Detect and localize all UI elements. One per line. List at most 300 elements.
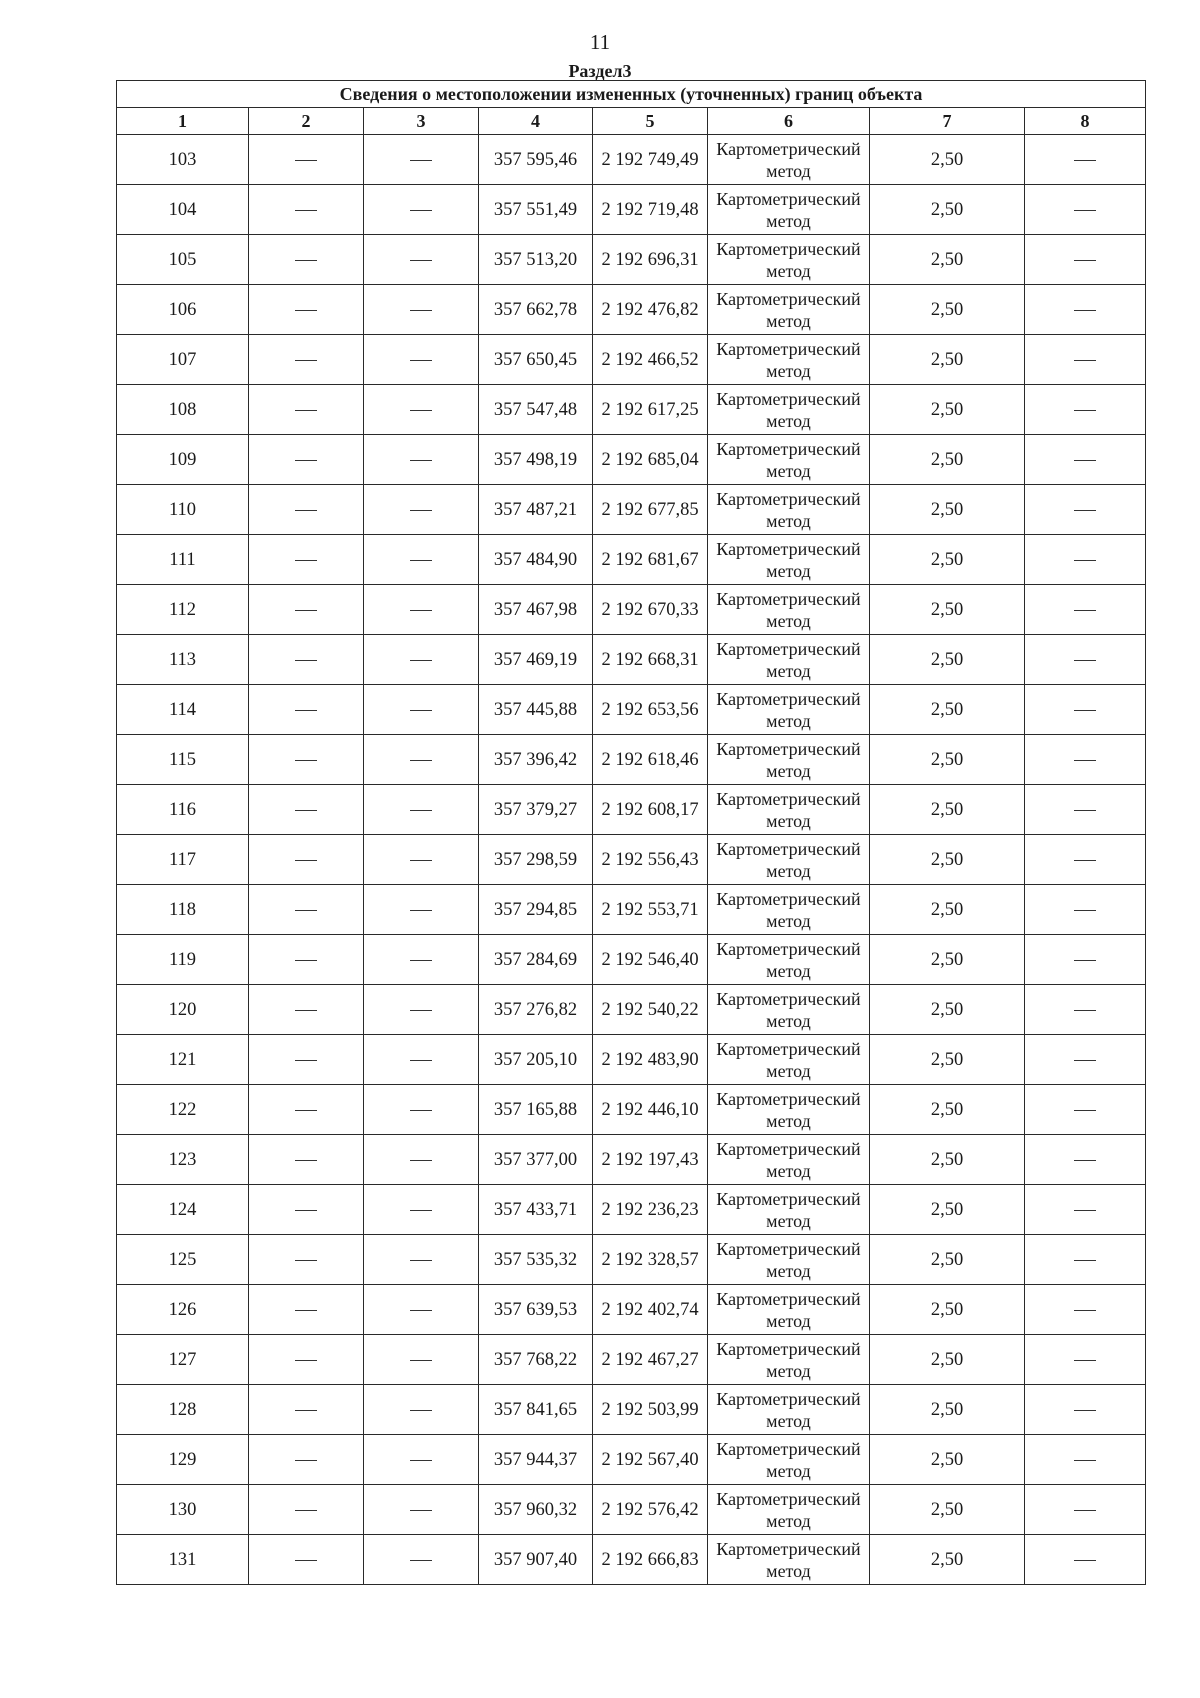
col3-empty-cell	[364, 1335, 479, 1385]
empty-dash	[410, 1310, 432, 1311]
method-cell: Картометрический метод	[708, 635, 870, 685]
y-coordinate-cell: 2 192 677,85	[593, 485, 708, 535]
point-number-cell: 104	[117, 185, 249, 235]
accuracy-cell: 2,50	[870, 735, 1025, 785]
point-number-cell: 109	[117, 435, 249, 485]
y-coordinate-cell: 2 192 546,40	[593, 935, 708, 985]
empty-dash	[410, 610, 432, 611]
col3-empty-cell	[364, 535, 479, 585]
col2-empty-cell	[249, 485, 364, 535]
point-number-cell: 131	[117, 1535, 249, 1585]
empty-dash	[1074, 410, 1096, 411]
point-number-cell: 103	[117, 135, 249, 185]
col2-empty-cell	[249, 1235, 364, 1285]
accuracy-cell: 2,50	[870, 185, 1025, 235]
x-coordinate-cell: 357 467,98	[479, 585, 593, 635]
col8-empty-cell	[1025, 1485, 1146, 1535]
col8-empty-cell	[1025, 735, 1146, 785]
table-row	[117, 585, 1146, 635]
col2-empty-cell	[249, 1435, 364, 1485]
col3-empty-cell	[364, 1435, 479, 1485]
y-coordinate-cell: 2 192 556,43	[593, 835, 708, 885]
col8-empty-cell	[1025, 1285, 1146, 1335]
col3-empty-cell	[364, 1085, 479, 1135]
empty-dash	[1074, 310, 1096, 311]
x-coordinate-cell: 357 650,45	[479, 335, 593, 385]
col3-empty-cell	[364, 1035, 479, 1085]
method-cell: Картометрический метод	[708, 135, 870, 185]
x-coordinate-cell: 357 377,00	[479, 1135, 593, 1185]
table-row	[117, 285, 1146, 335]
empty-dash	[1074, 160, 1096, 161]
method-cell: Картометрический метод	[708, 835, 870, 885]
empty-dash	[1074, 1010, 1096, 1011]
y-coordinate-cell: 2 192 402,74	[593, 1285, 708, 1335]
accuracy-cell: 2,50	[870, 135, 1025, 185]
col2-empty-cell	[249, 135, 364, 185]
y-coordinate-cell: 2 192 576,42	[593, 1485, 708, 1535]
x-coordinate-cell: 357 547,48	[479, 385, 593, 435]
method-cell: Картометрический метод	[708, 885, 870, 935]
col3-empty-cell	[364, 735, 479, 785]
accuracy-cell: 2,50	[870, 535, 1025, 585]
table-body	[117, 135, 1146, 1585]
col3-empty-cell	[364, 885, 479, 935]
col3-empty-cell	[364, 835, 479, 885]
x-coordinate-cell: 357 595,46	[479, 135, 593, 185]
x-coordinate-cell: 357 165,88	[479, 1085, 593, 1135]
method-cell: Картометрический метод	[708, 535, 870, 585]
accuracy-cell: 2,50	[870, 1285, 1025, 1335]
empty-dash	[410, 210, 432, 211]
point-number-cell: 123	[117, 1135, 249, 1185]
empty-dash	[410, 1410, 432, 1411]
col8-empty-cell	[1025, 535, 1146, 585]
method-cell: Картометрический метод	[708, 235, 870, 285]
col3-empty-cell	[364, 1535, 479, 1585]
empty-dash	[1074, 710, 1096, 711]
col8-empty-cell	[1025, 185, 1146, 235]
table-row	[117, 1535, 1146, 1585]
empty-dash	[1074, 1360, 1096, 1361]
column-number: 6	[708, 108, 870, 135]
table-row	[117, 785, 1146, 835]
point-number-cell: 107	[117, 335, 249, 385]
col3-empty-cell	[364, 135, 479, 185]
x-coordinate-cell: 357 379,27	[479, 785, 593, 835]
col3-empty-cell	[364, 1385, 479, 1435]
column-number: 5	[593, 108, 708, 135]
col2-empty-cell	[249, 335, 364, 385]
empty-dash	[1074, 1510, 1096, 1511]
x-coordinate-cell: 357 276,82	[479, 985, 593, 1035]
col2-empty-cell	[249, 1285, 364, 1335]
empty-dash	[295, 510, 317, 511]
accuracy-cell: 2,50	[870, 685, 1025, 735]
col8-empty-cell	[1025, 1035, 1146, 1085]
method-cell: Картометрический метод	[708, 1285, 870, 1335]
point-number-cell: 124	[117, 1185, 249, 1235]
point-number-cell: 130	[117, 1485, 249, 1535]
empty-dash	[1074, 1410, 1096, 1411]
empty-dash	[410, 710, 432, 711]
y-coordinate-cell: 2 192 466,52	[593, 335, 708, 385]
table-caption: Сведения о местоположении измененных (уточненных) границ объекта	[117, 81, 1146, 108]
empty-dash	[295, 210, 317, 211]
y-coordinate-cell: 2 192 617,25	[593, 385, 708, 435]
table-row	[117, 485, 1146, 535]
accuracy-cell: 2,50	[870, 885, 1025, 935]
accuracy-cell: 2,50	[870, 1485, 1025, 1535]
col3-empty-cell	[364, 1185, 479, 1235]
point-number-cell: 115	[117, 735, 249, 785]
empty-dash	[1074, 260, 1096, 261]
col2-empty-cell	[249, 285, 364, 335]
accuracy-cell: 2,50	[870, 785, 1025, 835]
col8-empty-cell	[1025, 235, 1146, 285]
col3-empty-cell	[364, 635, 479, 685]
col8-empty-cell	[1025, 1085, 1146, 1135]
table-row	[117, 985, 1146, 1035]
col2-empty-cell	[249, 785, 364, 835]
table-row	[117, 1285, 1146, 1335]
col2-empty-cell	[249, 385, 364, 435]
y-coordinate-cell: 2 192 567,40	[593, 1435, 708, 1485]
accuracy-cell: 2,50	[870, 335, 1025, 385]
col8-empty-cell	[1025, 685, 1146, 735]
point-number-cell: 113	[117, 635, 249, 685]
col3-empty-cell	[364, 685, 479, 735]
empty-dash	[410, 510, 432, 511]
empty-dash	[1074, 560, 1096, 561]
boundary-coordinates-table	[116, 80, 1146, 1585]
col8-empty-cell	[1025, 1185, 1146, 1235]
accuracy-cell: 2,50	[870, 1085, 1025, 1135]
empty-dash	[410, 810, 432, 811]
empty-dash	[410, 310, 432, 311]
accuracy-cell: 2,50	[870, 635, 1025, 685]
col3-empty-cell	[364, 1285, 479, 1335]
accuracy-cell: 2,50	[870, 585, 1025, 635]
accuracy-cell: 2,50	[870, 435, 1025, 485]
method-cell: Картометрический метод	[708, 1235, 870, 1285]
x-coordinate-cell: 357 768,22	[479, 1335, 593, 1385]
empty-dash	[295, 1510, 317, 1511]
accuracy-cell: 2,50	[870, 1135, 1025, 1185]
x-coordinate-cell: 357 535,32	[479, 1235, 593, 1285]
point-number-cell: 105	[117, 235, 249, 285]
method-cell: Картометрический метод	[708, 385, 870, 435]
method-cell: Картометрический метод	[708, 1035, 870, 1085]
empty-dash	[295, 1310, 317, 1311]
empty-dash	[295, 1560, 317, 1561]
table-row	[117, 1085, 1146, 1135]
method-cell: Картометрический метод	[708, 1485, 870, 1535]
col2-empty-cell	[249, 1485, 364, 1535]
empty-dash	[410, 910, 432, 911]
empty-dash	[295, 760, 317, 761]
empty-dash	[1074, 1260, 1096, 1261]
col8-empty-cell	[1025, 585, 1146, 635]
empty-dash	[410, 560, 432, 561]
empty-dash	[410, 460, 432, 461]
col2-empty-cell	[249, 1135, 364, 1185]
point-number-cell: 125	[117, 1235, 249, 1285]
empty-dash	[410, 160, 432, 161]
col8-empty-cell	[1025, 485, 1146, 535]
empty-dash	[1074, 860, 1096, 861]
empty-dash	[295, 410, 317, 411]
point-number-cell: 108	[117, 385, 249, 435]
accuracy-cell: 2,50	[870, 935, 1025, 985]
table-row	[117, 135, 1146, 185]
x-coordinate-cell: 357 498,19	[479, 435, 593, 485]
empty-dash	[1074, 210, 1096, 211]
col8-empty-cell	[1025, 435, 1146, 485]
y-coordinate-cell: 2 192 503,99	[593, 1385, 708, 1435]
col2-empty-cell	[249, 985, 364, 1035]
y-coordinate-cell: 2 192 328,57	[593, 1235, 708, 1285]
empty-dash	[295, 360, 317, 361]
y-coordinate-cell: 2 192 681,67	[593, 535, 708, 585]
method-cell: Картометрический метод	[708, 685, 870, 735]
empty-dash	[410, 960, 432, 961]
empty-dash	[410, 760, 432, 761]
accuracy-cell: 2,50	[870, 1035, 1025, 1085]
empty-dash	[410, 660, 432, 661]
col3-empty-cell	[364, 785, 479, 835]
empty-dash	[1074, 1060, 1096, 1061]
col2-empty-cell	[249, 685, 364, 735]
col2-empty-cell	[249, 1335, 364, 1385]
col2-empty-cell	[249, 435, 364, 485]
method-cell: Картометрический метод	[708, 1185, 870, 1235]
x-coordinate-cell: 357 960,32	[479, 1485, 593, 1535]
table-row	[117, 635, 1146, 685]
table-row	[117, 185, 1146, 235]
y-coordinate-cell: 2 192 483,90	[593, 1035, 708, 1085]
empty-dash	[410, 1110, 432, 1111]
x-coordinate-cell: 357 487,21	[479, 485, 593, 535]
empty-dash	[295, 460, 317, 461]
table-caption-row	[117, 81, 1146, 108]
empty-dash	[295, 860, 317, 861]
empty-dash	[410, 1010, 432, 1011]
x-coordinate-cell: 357 907,40	[479, 1535, 593, 1585]
col8-empty-cell	[1025, 935, 1146, 985]
col2-empty-cell	[249, 835, 364, 885]
method-cell: Картометрический метод	[708, 285, 870, 335]
column-number: 2	[249, 108, 364, 135]
y-coordinate-cell: 2 192 446,10	[593, 1085, 708, 1135]
page-number: 11	[589, 30, 611, 54]
empty-dash	[410, 1460, 432, 1461]
method-cell: Картометрический метод	[708, 485, 870, 535]
empty-dash	[295, 1260, 317, 1261]
point-number-cell: 122	[117, 1085, 249, 1135]
point-number-cell: 118	[117, 885, 249, 935]
col2-empty-cell	[249, 735, 364, 785]
empty-dash	[410, 1260, 432, 1261]
col3-empty-cell	[364, 235, 479, 285]
col8-empty-cell	[1025, 835, 1146, 885]
section-title: Раздел3	[568, 61, 632, 81]
column-number: 4	[479, 108, 593, 135]
empty-dash	[295, 810, 317, 811]
y-coordinate-cell: 2 192 653,56	[593, 685, 708, 735]
y-coordinate-cell: 2 192 749,49	[593, 135, 708, 185]
empty-dash	[1074, 660, 1096, 661]
col8-empty-cell	[1025, 1385, 1146, 1435]
x-coordinate-cell: 357 551,49	[479, 185, 593, 235]
col8-empty-cell	[1025, 335, 1146, 385]
col2-empty-cell	[249, 1185, 364, 1235]
table-row	[117, 335, 1146, 385]
method-cell: Картометрический метод	[708, 435, 870, 485]
empty-dash	[410, 1210, 432, 1211]
x-coordinate-cell: 357 445,88	[479, 685, 593, 735]
empty-dash	[410, 860, 432, 861]
accuracy-cell: 2,50	[870, 1435, 1025, 1485]
col3-empty-cell	[364, 285, 479, 335]
col3-empty-cell	[364, 385, 479, 435]
empty-dash	[1074, 810, 1096, 811]
empty-dash	[1074, 1160, 1096, 1161]
col2-empty-cell	[249, 535, 364, 585]
empty-dash	[1074, 1210, 1096, 1211]
col2-empty-cell	[249, 1385, 364, 1435]
col3-empty-cell	[364, 1135, 479, 1185]
table-row	[117, 1485, 1146, 1535]
point-number-cell: 127	[117, 1335, 249, 1385]
empty-dash	[410, 360, 432, 361]
empty-dash	[295, 160, 317, 161]
empty-dash	[410, 1060, 432, 1061]
table-row	[117, 1335, 1146, 1385]
accuracy-cell: 2,50	[870, 485, 1025, 535]
col8-empty-cell	[1025, 1235, 1146, 1285]
x-coordinate-cell: 357 433,71	[479, 1185, 593, 1235]
y-coordinate-cell: 2 192 608,17	[593, 785, 708, 835]
col8-empty-cell	[1025, 885, 1146, 935]
table-row	[117, 685, 1146, 735]
empty-dash	[1074, 510, 1096, 511]
method-cell: Картометрический метод	[708, 785, 870, 835]
table-row	[117, 835, 1146, 885]
table-row	[117, 1235, 1146, 1285]
x-coordinate-cell: 357 294,85	[479, 885, 593, 935]
point-number-cell: 116	[117, 785, 249, 835]
empty-dash	[295, 1060, 317, 1061]
col2-empty-cell	[249, 885, 364, 935]
empty-dash	[295, 1360, 317, 1361]
col8-empty-cell	[1025, 385, 1146, 435]
point-number-cell: 120	[117, 985, 249, 1035]
col8-empty-cell	[1025, 985, 1146, 1035]
point-number-cell: 129	[117, 1435, 249, 1485]
empty-dash	[1074, 760, 1096, 761]
col2-empty-cell	[249, 1035, 364, 1085]
method-cell: Картометрический метод	[708, 1385, 870, 1435]
y-coordinate-cell: 2 192 476,82	[593, 285, 708, 335]
point-number-cell: 114	[117, 685, 249, 735]
empty-dash	[295, 560, 317, 561]
col3-empty-cell	[364, 335, 479, 385]
method-cell: Картометрический метод	[708, 735, 870, 785]
col2-empty-cell	[249, 585, 364, 635]
empty-dash	[1074, 1310, 1096, 1311]
empty-dash	[410, 1560, 432, 1561]
accuracy-cell: 2,50	[870, 985, 1025, 1035]
accuracy-cell: 2,50	[870, 1335, 1025, 1385]
column-number-row	[117, 108, 1146, 135]
col3-empty-cell	[364, 185, 479, 235]
y-coordinate-cell: 2 192 670,33	[593, 585, 708, 635]
method-cell: Картометрический метод	[708, 585, 870, 635]
x-coordinate-cell: 357 484,90	[479, 535, 593, 585]
table-row	[117, 1185, 1146, 1235]
col3-empty-cell	[364, 435, 479, 485]
empty-dash	[1074, 1110, 1096, 1111]
empty-dash	[295, 910, 317, 911]
empty-dash	[295, 1110, 317, 1111]
y-coordinate-cell: 2 192 467,27	[593, 1335, 708, 1385]
col8-empty-cell	[1025, 1335, 1146, 1385]
x-coordinate-cell: 357 469,19	[479, 635, 593, 685]
empty-dash	[1074, 1460, 1096, 1461]
empty-dash	[295, 660, 317, 661]
point-number-cell: 117	[117, 835, 249, 885]
point-number-cell: 128	[117, 1385, 249, 1435]
method-cell: Картометрический метод	[708, 185, 870, 235]
table-row	[117, 735, 1146, 785]
accuracy-cell: 2,50	[870, 235, 1025, 285]
empty-dash	[295, 260, 317, 261]
y-coordinate-cell: 2 192 553,71	[593, 885, 708, 935]
y-coordinate-cell: 2 192 668,31	[593, 635, 708, 685]
column-number: 1	[117, 108, 249, 135]
method-cell: Картометрический метод	[708, 1135, 870, 1185]
empty-dash	[1074, 1560, 1096, 1561]
column-number: 8	[1025, 108, 1146, 135]
empty-dash	[295, 1160, 317, 1161]
empty-dash	[410, 410, 432, 411]
x-coordinate-cell: 357 639,53	[479, 1285, 593, 1335]
point-number-cell: 111	[117, 535, 249, 585]
method-cell: Картометрический метод	[708, 935, 870, 985]
y-coordinate-cell: 2 192 685,04	[593, 435, 708, 485]
empty-dash	[1074, 960, 1096, 961]
y-coordinate-cell: 2 192 236,23	[593, 1185, 708, 1235]
y-coordinate-cell: 2 192 540,22	[593, 985, 708, 1035]
empty-dash	[295, 1010, 317, 1011]
col3-empty-cell	[364, 1235, 479, 1285]
accuracy-cell: 2,50	[870, 385, 1025, 435]
col2-empty-cell	[249, 235, 364, 285]
col3-empty-cell	[364, 485, 479, 535]
empty-dash	[295, 960, 317, 961]
column-number: 3	[364, 108, 479, 135]
col2-empty-cell	[249, 1535, 364, 1585]
table-row	[117, 1035, 1146, 1085]
empty-dash	[295, 310, 317, 311]
method-cell: Картометрический метод	[708, 1335, 870, 1385]
empty-dash	[295, 1210, 317, 1211]
y-coordinate-cell: 2 192 719,48	[593, 185, 708, 235]
point-number-cell: 106	[117, 285, 249, 335]
table-row	[117, 385, 1146, 435]
x-coordinate-cell: 357 841,65	[479, 1385, 593, 1435]
